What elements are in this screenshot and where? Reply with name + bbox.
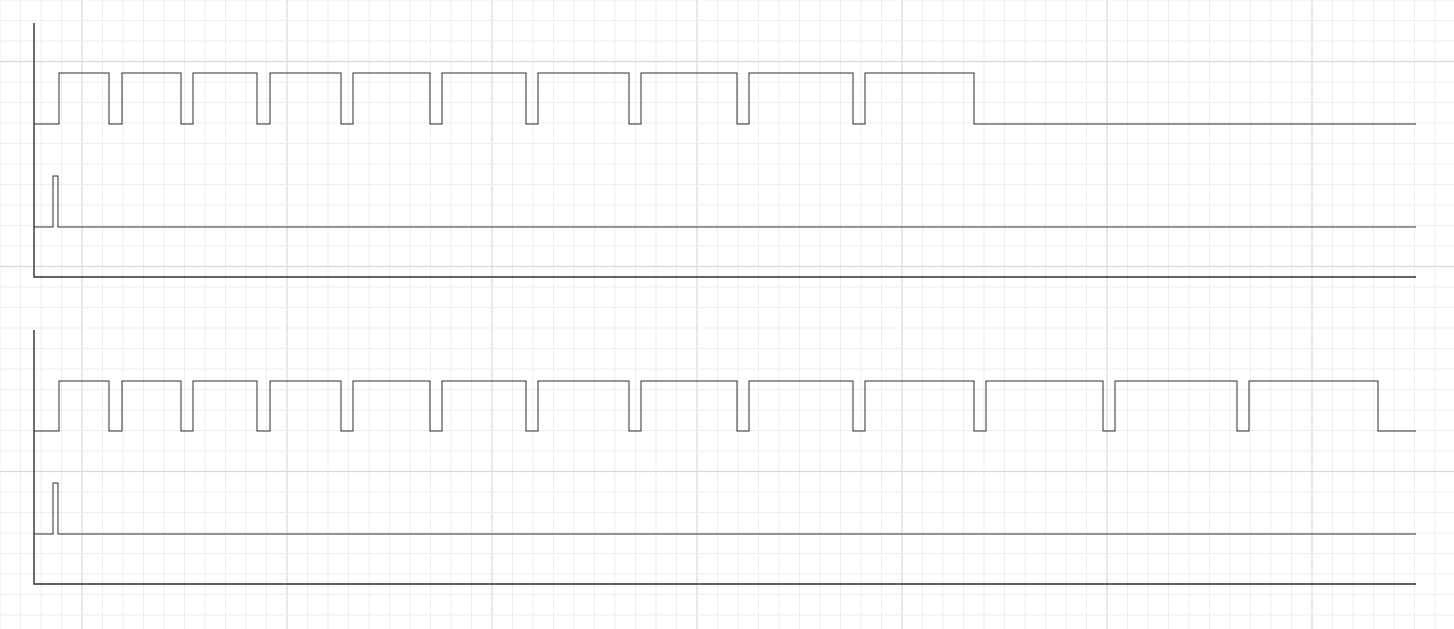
panel-1-clock-waveform	[34, 73, 1416, 124]
timing-panel-2	[34, 330, 1416, 584]
panel-2-axis	[34, 330, 1416, 584]
panel-2-clock-waveform	[34, 381, 1416, 431]
panel-2-reset-waveform	[34, 483, 1416, 534]
panel-1-reset-waveform	[34, 176, 1416, 227]
